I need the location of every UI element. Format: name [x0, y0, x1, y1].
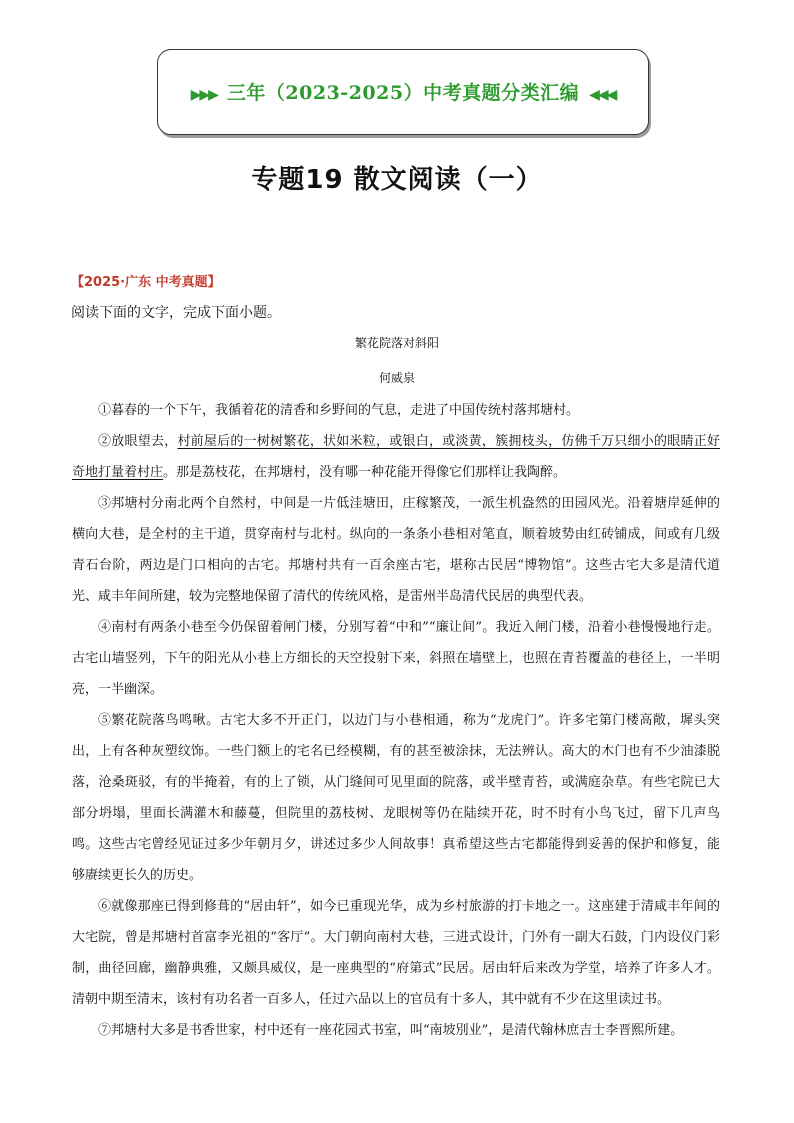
paragraph-1: ①暮春的一个下午，我循着花的清香和乡野间的气息，走进了中国传统村落邦塘村。: [98, 403, 580, 418]
instruction-text: 阅读下面的文字，完成下面小题。: [71, 305, 281, 321]
header-title: 三年（2023-2025）中考真题分类汇编: [226, 82, 580, 104]
left-triangle-arrows-icon: ◀◀◀: [589, 87, 616, 103]
paragraph-7: ⑦邦塘村大多是书香世家，村中还有一座花园式书室，叫“南坡別业”，是清代翰林庶吉士李晋熙所建。: [98, 1023, 684, 1038]
underlined-sentence: 村前屋后的一树树繁花，状如米粒，或银白，或淡黄，簇拥枝头，仿佛千万只细小的眼睛正好奇地打量着村庄: [72, 434, 720, 480]
essay-title: 繁花院落对斜阳: [354, 336, 439, 350]
paragraph-2: [72, 426, 720, 488]
header-title-line: [158, 78, 648, 105]
paragraph-2-tail: 。那是荔枝花，在邦塘村，没有哪一种花能开得像它们那样让我陶醉。: [163, 465, 567, 480]
essay-body: [72, 395, 720, 1046]
paragraph-3: ③邦塘村分南北两个自然村，中间是一片低洼塘田，庄稼繁茂，一派生机盎然的田园风光。沿着塘岸延伸的横向大巷，是全村的主干道，贯穿南村与北村。纵向的一条条小巷相对笔直，顺着坡势由红砖铺成，间或有几级青石台阶，两边是门口相向的古宅。邦塘村共有一百余座古宅，堪称古民居“博物馆”。这些古宅大多是清代道光、咸丰年间所建，较为完整地保留了清代的传统风格，是雷州半岛清代民居的典型代表。: [72, 496, 720, 604]
source-tag: 【2025·广东 中考真题】: [71, 275, 221, 290]
paragraph-4: ④南村有两条小巷至今仍保留着闸门楼，分别写着“中和”“廉让间”。我近入闸门楼，沿着小巷慢慢地行走。古宅山墙竖列，下午的阳光从小巷上方细长的天空投射下来，斜照在墙壁上，也照在青苔覆盖的巷径上，一半明亮，一半幽深。: [72, 620, 720, 697]
essay-author: 何威泉: [378, 371, 415, 385]
paragraph-2-lead: ②放眼望去，: [98, 434, 178, 449]
paragraph-5: ⑤繁花院落鸟鸣啾。古宅大多不开正门，以边门与小巷相通，称为“龙虎门”。许多宅第门楼高敞，墀头突出，上有各种灰塑纹饰。一些门额上的宅名已经模糊，有的甚至被涂抹，无法辨认。高大的木门也有不少油漆脱落，沧桑斑驳，有的半掩着，有的上了锁，从门缝间可见里面的院落，或半壁青苔，或满庭杂草。有些宅院已大部分坍塌，里面长满灌木和藤蔓，但院里的荔枝树、龙眼树等仍在陆续开花，时不时有小鸟飞过，留下几声鸟鸣。这些古宅曾经见证过多少年朝月夕，讲述过多少人间故事！真希望这些古宅都能得到妥善的保护和修复，能够赓续更长久的历史。: [72, 713, 720, 883]
right-triangle-arrows-icon: ▶▶▶: [190, 87, 217, 103]
header-banner: [157, 49, 649, 135]
paragraph-6: ⑥就像那座已得到修葺的“居由轩”，如今已重现光华，成为乡村旅游的打卡地之一。这座建于清咸丰年间的大宅院，曾是邦塘村首富李光祖的“客厅”。大门朝向南村大巷，三进式设计，门外有一副大石鼓，门内设仪门彩制，曲径回廊，幽静典雅，又颇具威仪，是一座典型的“府第式”民居。居由轩后来改为学堂，培养了许多人才。清朝中期至清末，该村有功名者一百多人，任过六品以上的官员有十多人，其中就有不少在这里读过书。: [72, 899, 720, 1007]
subject-title: 专题19 散文阅读（一）: [251, 165, 543, 195]
